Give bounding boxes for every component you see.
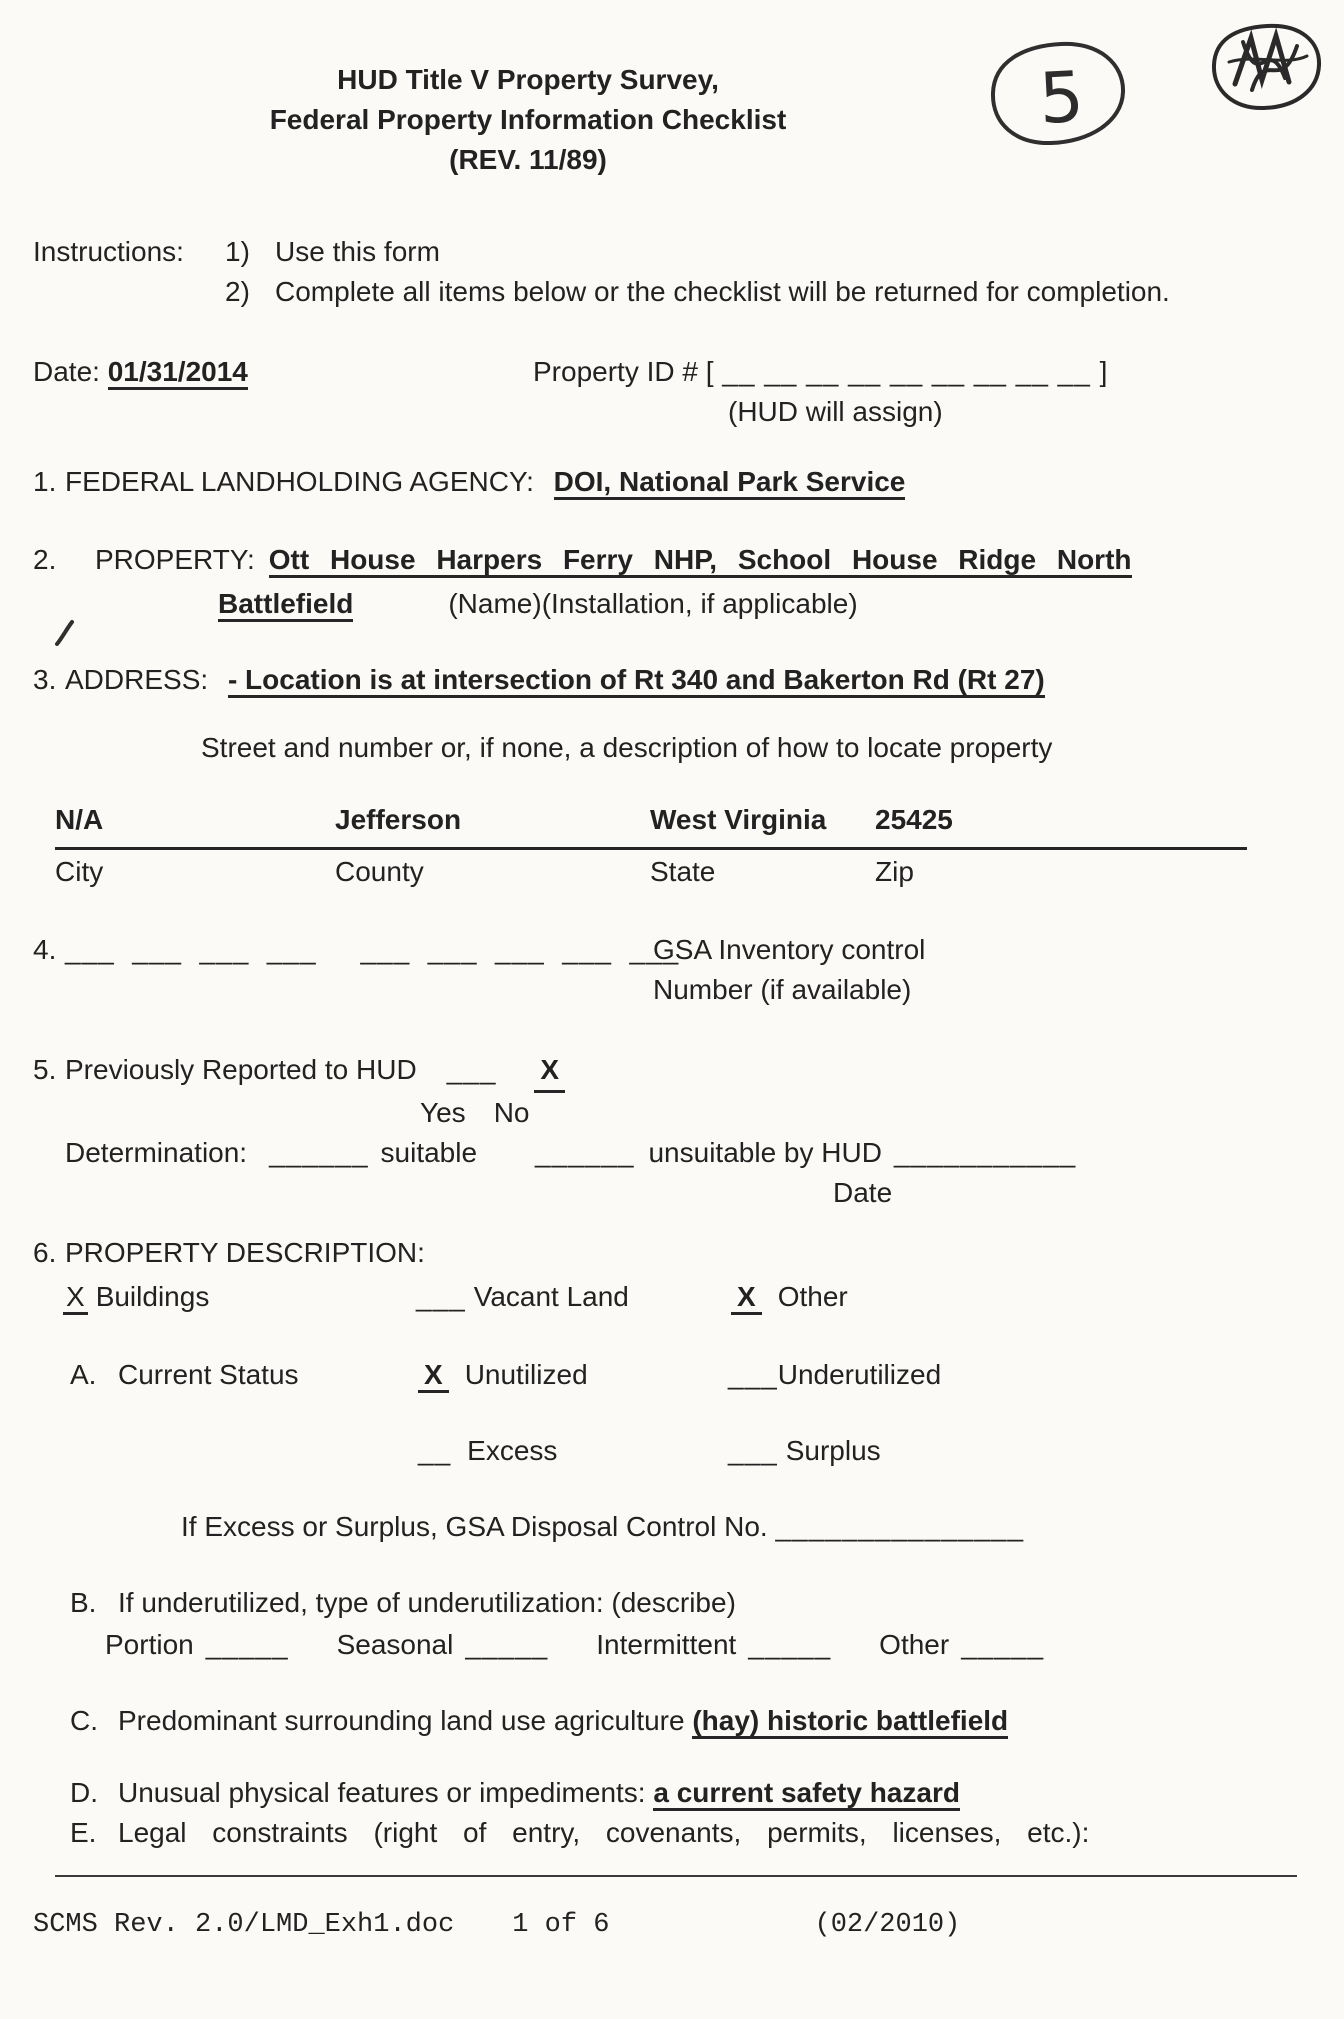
portion-label: Portion [105, 1629, 194, 1660]
physical-features-value: a current safety hazard [653, 1777, 960, 1811]
underutilization-type-row [70, 1583, 1304, 1623]
buildings-checkmark: X [63, 1281, 88, 1315]
other-underutilization-label: Other [879, 1629, 950, 1660]
property-value-line2: Battlefield [218, 588, 353, 622]
unsuitable-label: unsuitable by HUD [648, 1137, 882, 1168]
instruction-number: 2) [225, 276, 250, 307]
instruction-text: Complete all items below or the checklist will be returned for completion. [275, 276, 1170, 307]
address-label: ADDRESS: [65, 664, 209, 695]
other-checkmark: X [731, 1281, 762, 1315]
address-hint: Street and number or, if none, a description of how to locate property [201, 732, 1053, 763]
unutilized-label: Unutilized [464, 1359, 588, 1390]
legal-constraints-label: Legal constraints (right of entry, covenants, permits, licenses, etc.): [118, 1817, 1090, 1848]
vacant-land-blank: ___ [416, 1281, 466, 1312]
instructions-items [225, 232, 1187, 312]
determination-row [65, 1133, 1304, 1173]
state-label: State [650, 856, 716, 887]
form-title [33, 60, 1023, 180]
property-name-hint: (Name)(Installation, if applicable) [448, 588, 858, 619]
footer-revision-date: (02/2010) [814, 1910, 961, 1940]
form-title-line1: HUD Title V Property Survey, [337, 64, 719, 95]
property-id-field [533, 352, 1107, 432]
footer-document-name: SCMS Rev. 2.0/LMD_Exh1.doc [33, 1910, 455, 1940]
zip-label: Zip [875, 856, 914, 887]
seasonal-blank: _____ [465, 1629, 549, 1660]
subitem-letter: B. [70, 1587, 97, 1618]
underutilized-label: Underutilized [777, 1359, 942, 1390]
form-title-line2: Federal Property Information Checklist [269, 104, 787, 135]
seasonal-label: Seasonal [336, 1629, 454, 1660]
handwritten-initials-icon [1205, 20, 1330, 112]
date-field [33, 352, 533, 392]
subitem-letter: C. [70, 1705, 98, 1736]
physical-features-label: Unusual physical features or impediments: [118, 1777, 646, 1808]
suitable-blank: ______ [269, 1137, 369, 1168]
determination-date-label: Date [833, 1177, 893, 1208]
instruction-item [225, 272, 1187, 312]
disposal-control-label: If Excess or Surplus, GSA Disposal Control No. [181, 1511, 768, 1542]
intermittent-label: Intermittent [596, 1629, 737, 1660]
address-value: - Location is at intersection of Rt 340 and Bakerton Rd (Rt 27) [228, 664, 1045, 698]
field-landholding-agency [33, 462, 1304, 502]
county-label: County [335, 856, 424, 887]
excess-label: Excess [467, 1435, 558, 1466]
instructions-block [33, 232, 1304, 312]
surrounding-land-use-label: Predominant surrounding land use agriculture [118, 1705, 685, 1736]
item-number: 1. [33, 466, 57, 497]
legal-constraints-row [70, 1813, 1304, 1853]
address-values-row [55, 800, 1247, 850]
other-label: Other [777, 1281, 848, 1312]
date-property-id-row [33, 352, 1304, 432]
handwritten-tick-mark [52, 618, 78, 648]
footer-divider [55, 1875, 1297, 1877]
subitem-letter: D. [70, 1777, 98, 1808]
item-number: 5. [33, 1054, 57, 1085]
portion-blank: _____ [205, 1629, 289, 1660]
surplus-label: Surplus [785, 1435, 881, 1466]
underutilized-blank: ___ [728, 1359, 778, 1390]
property-value-line1: Ott House Harpers Ferry NHP, School House Ridge North [269, 544, 1132, 578]
property-id-label: Property ID # [ [533, 356, 714, 387]
surplus-blank: ___ [728, 1435, 778, 1466]
determination-date-blank: ___________ [893, 1137, 1077, 1168]
property-id-note: (HUD will assign) [728, 396, 943, 427]
item-number: 6. [33, 1237, 57, 1268]
zip-value: 25425 [875, 804, 953, 835]
address-labels-row [55, 852, 1247, 892]
field-gsa-inventory [33, 930, 1304, 1010]
excess-surplus-row [418, 1431, 1304, 1471]
subitem-letter: E. [70, 1817, 97, 1848]
yes-no-labels [420, 1093, 1304, 1133]
property-label: PROPERTY: [95, 544, 255, 575]
state-value: West Virginia [650, 804, 827, 835]
current-status-label: Current Status [118, 1359, 299, 1390]
item-number: 2. [33, 544, 57, 575]
property-type-row [63, 1277, 1304, 1317]
current-status-row [70, 1355, 1304, 1395]
surrounding-land-use-value: (hay) historic battlefield [692, 1705, 1008, 1739]
instruction-item [225, 232, 1187, 272]
date-label: Date: [33, 356, 100, 387]
instruction-number: 1) [225, 236, 250, 267]
excess-blank: __ [418, 1435, 452, 1466]
yes-label: Yes [420, 1097, 466, 1128]
instruction-text: Use this form [275, 236, 440, 267]
form-title-revision: (REV. 11/89) [449, 144, 607, 175]
field-previously-reported [33, 1050, 1304, 1093]
property-id-bracket: ] [1099, 356, 1108, 387]
city-value: N/A [55, 804, 104, 835]
handwritten-circled-page-number [983, 38, 1133, 150]
surrounding-land-use-row [70, 1701, 1304, 1741]
field-address [33, 660, 1304, 700]
gsa-inventory-blanks: ___ ___ ___ ___ ___ ___ ___ ___ ___ [65, 934, 680, 965]
previously-reported-label: Previously Reported to HUD [65, 1054, 417, 1085]
item-number: 4. [33, 934, 57, 965]
date-value: 01/31/2014 [108, 356, 248, 390]
agency-value: DOI, National Park Service [554, 466, 906, 500]
intermittent-blank: _____ [748, 1629, 832, 1660]
underutilization-type-label: If underutilized, type of underutilization: (describe) [118, 1587, 736, 1618]
disposal-control-blank: _______________ [775, 1511, 1025, 1542]
gsa-inventory-label-line2: Number (if available) [653, 974, 912, 1005]
no-checkmark: X [534, 1050, 565, 1093]
gsa-inventory-label-line1: GSA Inventory control [653, 934, 926, 965]
other-underutilization-blank: _____ [961, 1629, 1045, 1660]
disposal-control-row [181, 1507, 1304, 1547]
buildings-label: Buildings [95, 1281, 210, 1312]
county-value: Jefferson [335, 804, 462, 835]
handwritten-page-number: 5 [1037, 55, 1086, 140]
property-id-blanks: __ __ __ __ __ __ __ __ __ [713, 356, 1100, 387]
page-footer [33, 1905, 1304, 1945]
underutilization-options-row [105, 1625, 1304, 1665]
suitable-label: suitable [380, 1137, 478, 1168]
vacant-land-label: Vacant Land [473, 1281, 629, 1312]
footer-page-number: 1 of 6 [512, 1910, 610, 1940]
subitem-letter: A. [70, 1359, 97, 1390]
determination-label: Determination: [65, 1137, 248, 1168]
field-property-description [33, 1233, 1304, 1273]
physical-features-row [70, 1773, 1304, 1813]
unutilized-checkmark: X [418, 1359, 449, 1393]
agency-label: FEDERAL LANDHOLDING AGENCY: [65, 466, 534, 497]
instructions-label: Instructions: [33, 236, 184, 267]
yes-blank: ___ [446, 1054, 497, 1085]
city-label: City [55, 856, 104, 887]
field-property-name [33, 540, 1304, 624]
property-description-label: PROPERTY DESCRIPTION: [65, 1237, 425, 1268]
no-label: No [493, 1097, 530, 1128]
item-number: 3. [33, 664, 57, 695]
unsuitable-blank: ______ [535, 1137, 635, 1168]
